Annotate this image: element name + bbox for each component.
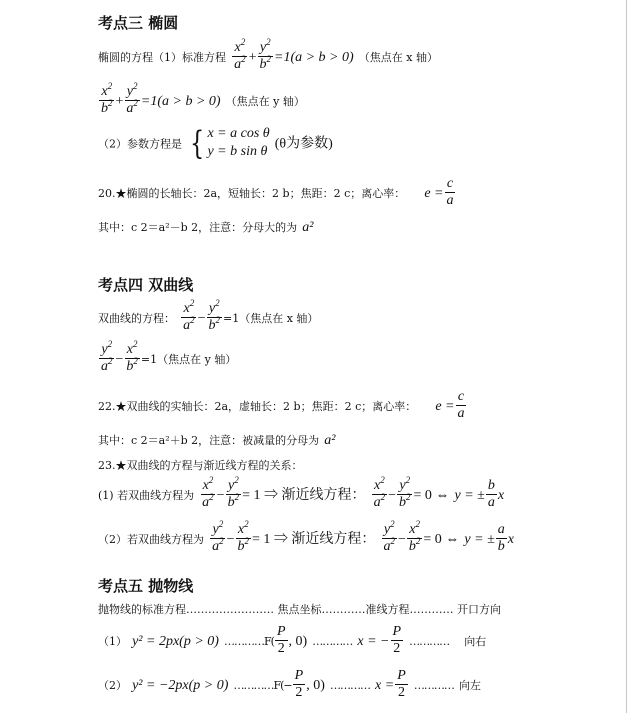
- ellipse-line-4: 20.★椭圆的长轴长：2a，短轴长：2 b；焦距：2 c；离心率： e = $\frac{c}{a}$: [98, 176, 454, 208]
- ellipse-line-2: $\frac{x^2}{b^2}$ + $\frac{y^2}{a^2}$ =1(a > b > 0) （焦点在 y 轴）: [101, 81, 305, 116]
- hyperbola-line-7: （2）若双曲线方程为 $\frac{y^2}{a^2}$ − $\frac{x^2}{b^2}$ = 1 ⇒ 渐近线方程： $\frac{y^2}{a^2}$ − $\frac{x^2}{b^2}$ = 0 ⇔ y = ± $\frac{a}{b}$ x: [98, 519, 514, 554]
- hyperbola-line-5: 23.★双曲线的方程与渐近线方程的关系：: [98, 459, 303, 472]
- ellipse-line-1: 椭圆的方程（1）标准方程 $\frac{x^2}{a^2}$ + $\frac{y^2}{b^2}$ =1(a > b > 0) （焦点在 x 轴）: [98, 37, 438, 72]
- hyperbola-line-2: $\frac{y^2}{a^2}$ − $\frac{x^2}{b^2}$ =1（焦点在 y 轴）: [101, 339, 237, 374]
- section-title-parabola: 考点五 抛物线: [98, 577, 194, 595]
- ellipse-line-3: （2）参数方程是 { x = a cos θ y = b sin θ (θ为参数): [98, 124, 333, 162]
- section-title-hyperbola: 考点四 双曲线: [98, 276, 194, 294]
- hyperbola-line-1: 双曲线的方程： $\frac{x^2}{a^2}$ − $\frac{y^2}{b^2}$ =1（焦点在 x 轴）: [98, 298, 319, 333]
- parabola-row-1: （1） y² = 2px(p > 0) …………F( $\frac{P}{2}$ , 0) ………… x = − $\frac{P}{2}$ ………… 向右: [98, 624, 487, 656]
- parabola-row-2: （2） y² = −2px(p > 0) …………F(− $\frac{P}{2}$ , 0) ………… x = $\frac{P}{2}$ ………… 向左: [98, 668, 481, 700]
- section-title-ellipse: 考点三 椭圆: [98, 14, 179, 32]
- hyperbola-line-4: 其中：c 2＝a²＋b 2，注意：被减量的分母为 a²: [98, 433, 336, 448]
- ellipse-line-5: 其中：c 2＝a²－b 2，注意：分母大的为 a²: [98, 220, 314, 235]
- parabola-table-header: 抛物线的标准方程…………………… 焦点坐标…………准线方程………… 开口方向: [98, 603, 501, 616]
- page-edge: [626, 0, 627, 713]
- hyperbola-line-6: (1) 若双曲线方程为 $\frac{x^2}{a^2}$ − $\frac{y^2}{b^2}$ = 1 ⇒ 渐近线方程： $\frac{x^2}{a^2}$ − $\frac{y^2}{b^2}$ = 0 ⇔ y = ± $\frac{b}{a}$ x: [98, 475, 505, 510]
- hyperbola-line-3: 22.★双曲线的实轴长：2a，虚轴长：2 b；焦距：2 c；离心率： e = $\frac{c}{a}$: [98, 389, 465, 421]
